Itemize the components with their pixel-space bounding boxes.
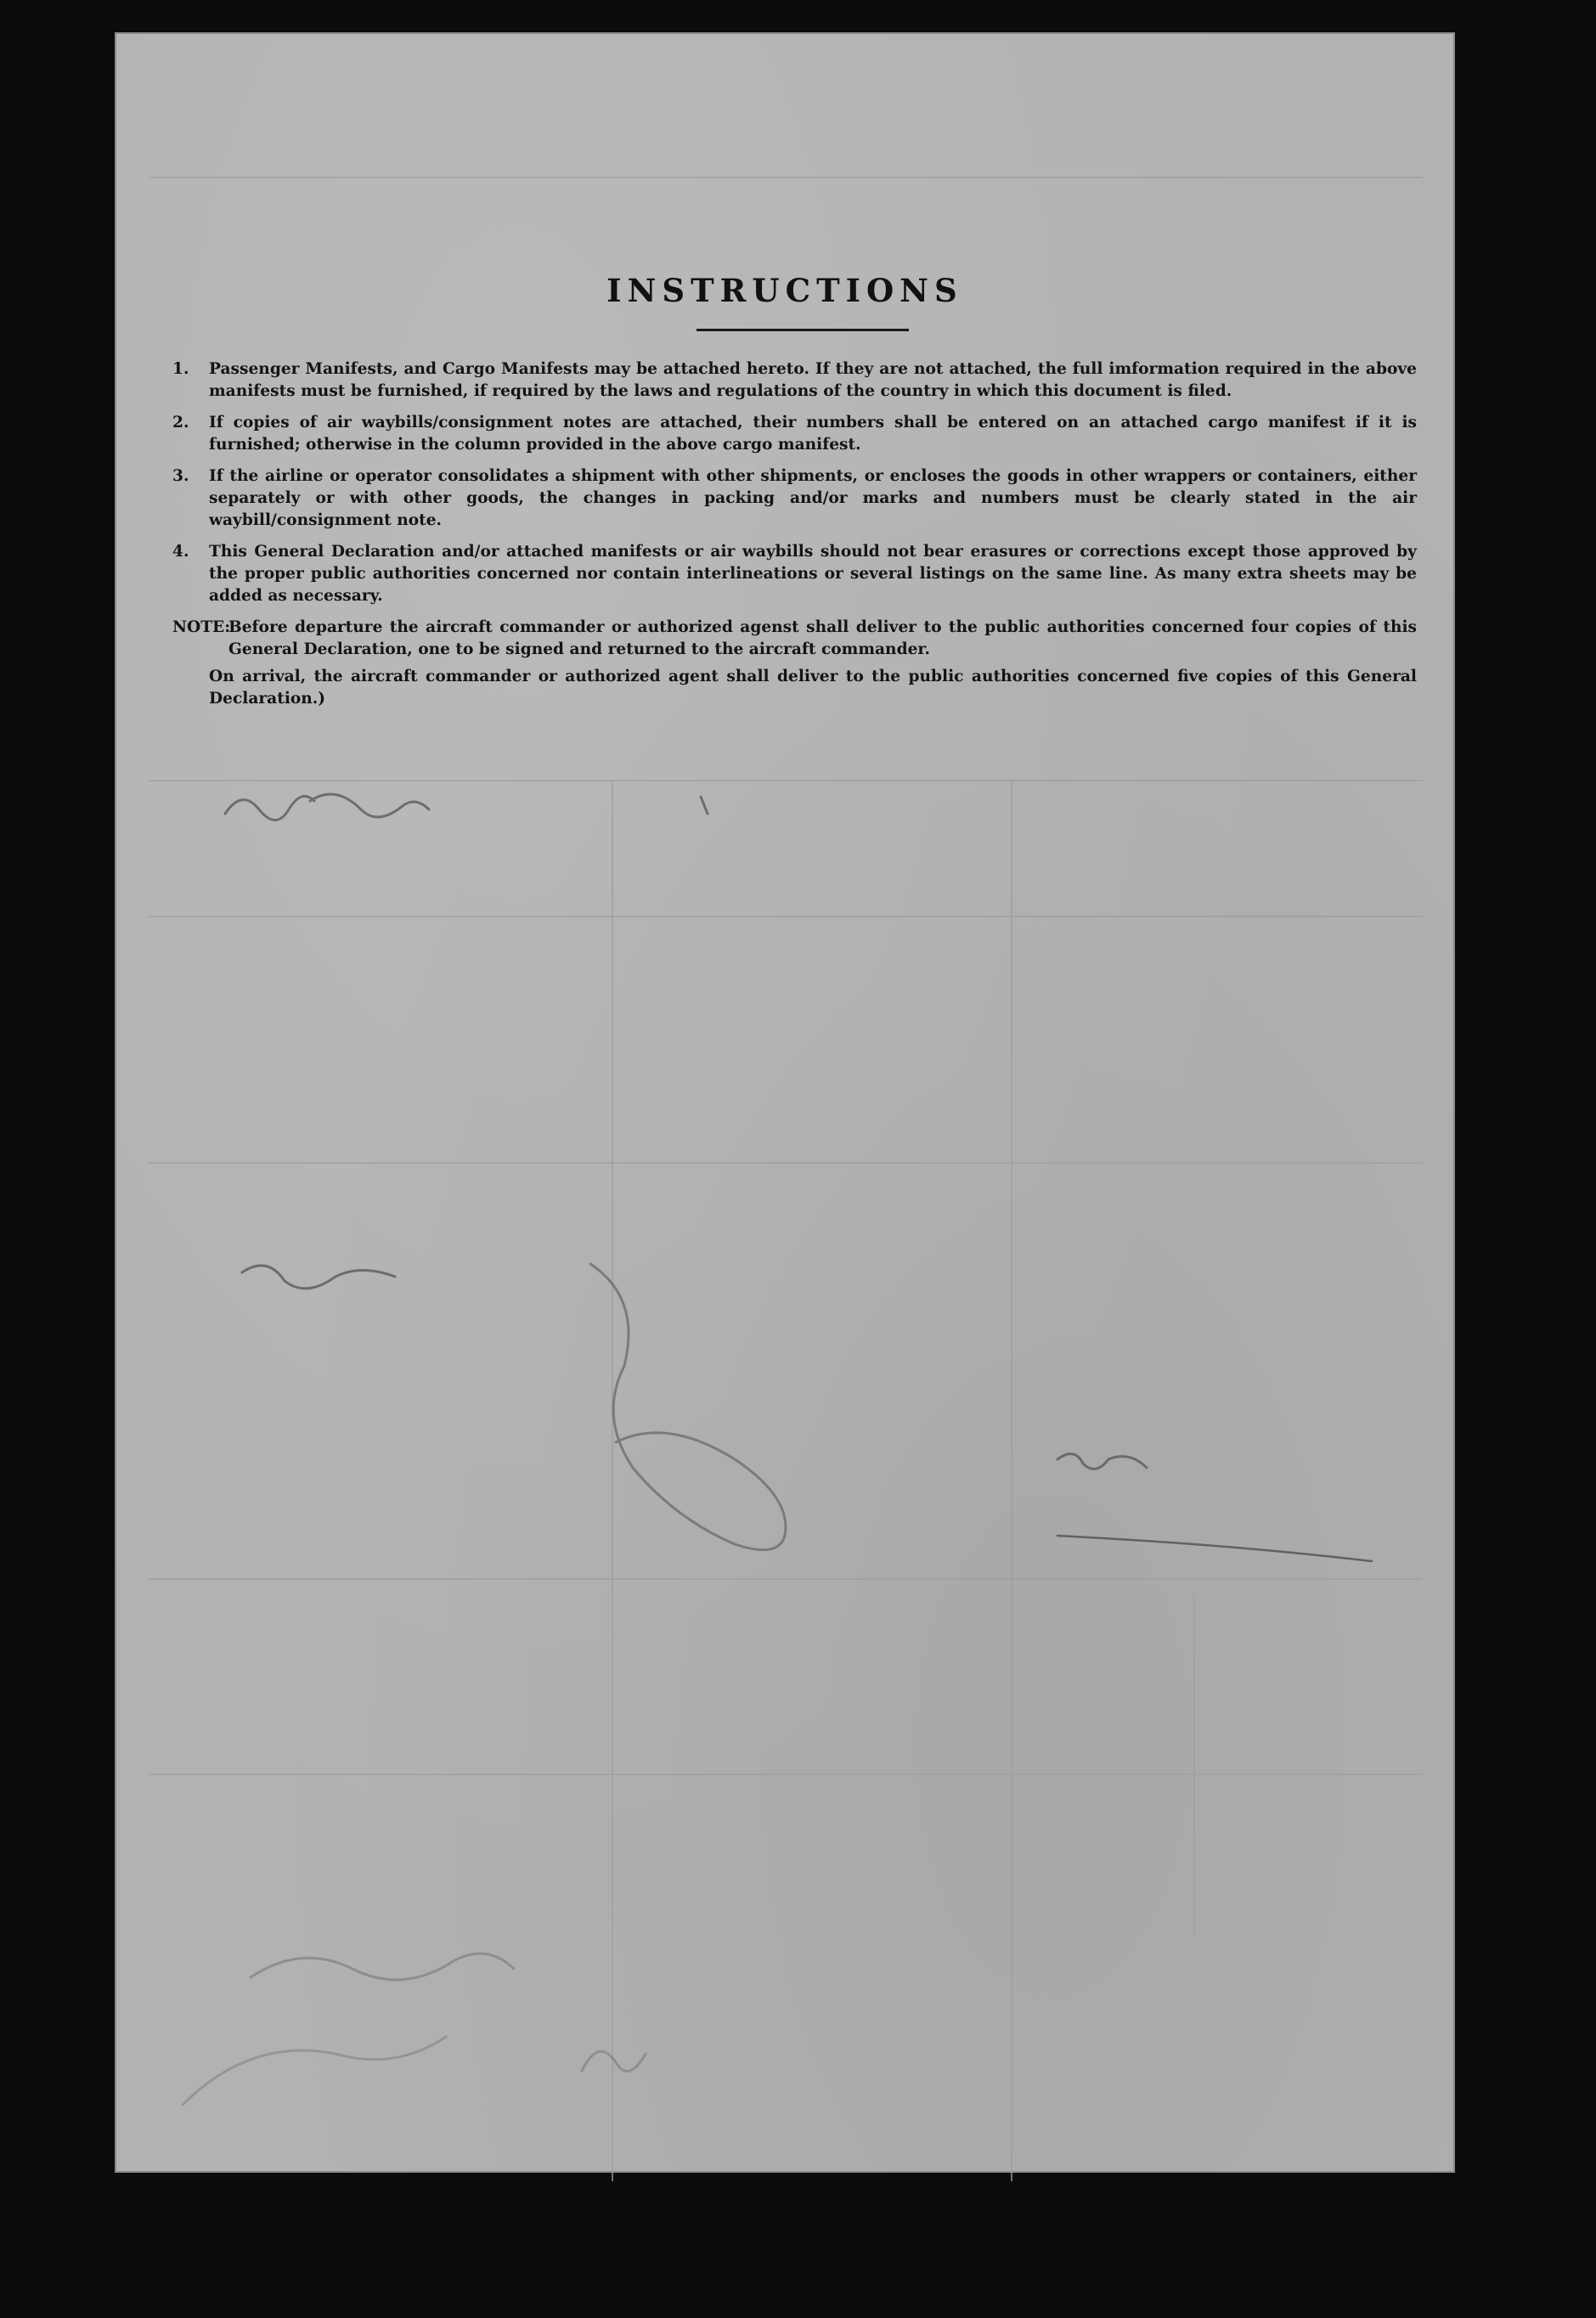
item-text: Passenger Manifests, and Cargo Manifests may be attached hereto. If they are not attached, the full imformation required in the above manifests must be furnished, if required by the laws and regulations of the country in which this document is filed.	[209, 360, 1417, 400]
handwriting-marks	[115, 32, 1455, 2173]
scribble-mark	[183, 2037, 446, 2105]
page-title: INSTRUCTIONS	[606, 272, 963, 309]
note-label: NOTE:	[172, 618, 231, 636]
document-page	[115, 32, 1455, 2173]
note-departure-text: Before departure the aircraft commander or authorized agenst shall deliver to the public authorities concerned four copies of this General Declaration, one to be signed and returned to the aircraft commander.	[228, 618, 1417, 658]
scribble-mark	[701, 797, 708, 814]
scribble-mark	[251, 1954, 514, 1980]
scribble-mark	[225, 796, 314, 820]
item-number: 1.	[172, 360, 189, 378]
scribble-mark	[582, 2051, 646, 2071]
item-text: This General Declaration and/or attached manifests or air waybills should not bear erasures or corrections except those approved by the proper public authorities concerned nor contain interlineations or several listings on the same line. As many extra sheets may be added as necessary.	[209, 543, 1417, 605]
signature-loop	[590, 1264, 786, 1550]
item-number: 2.	[172, 414, 189, 431]
item-text: If the airline or operator consolidates a shipment with other shipments, or encloses the goods in other wrappers or containers, either separately or with other goods, the changes in packing and/or marks and numbers must be clearly stated in the air waybill/consignment note.	[209, 467, 1417, 529]
item-number: 3.	[172, 467, 189, 485]
note-arrival-text: On arrival, the aircraft commander or authorized agent shall deliver to the public authorities concerned five copies of this General Declaration.)	[209, 668, 1417, 708]
scribble-mark	[310, 794, 429, 817]
item-number: 4.	[172, 543, 189, 561]
scribble-mark	[242, 1266, 395, 1289]
signature-line	[1057, 1536, 1372, 1561]
item-text: If copies of air waybills/consignment notes are attached, their numbers shall be entered on an attached cargo manifest if it is furnished; otherwise in the column provided in the above cargo manifest.	[209, 414, 1417, 454]
scribble-mark	[1057, 1454, 1147, 1469]
